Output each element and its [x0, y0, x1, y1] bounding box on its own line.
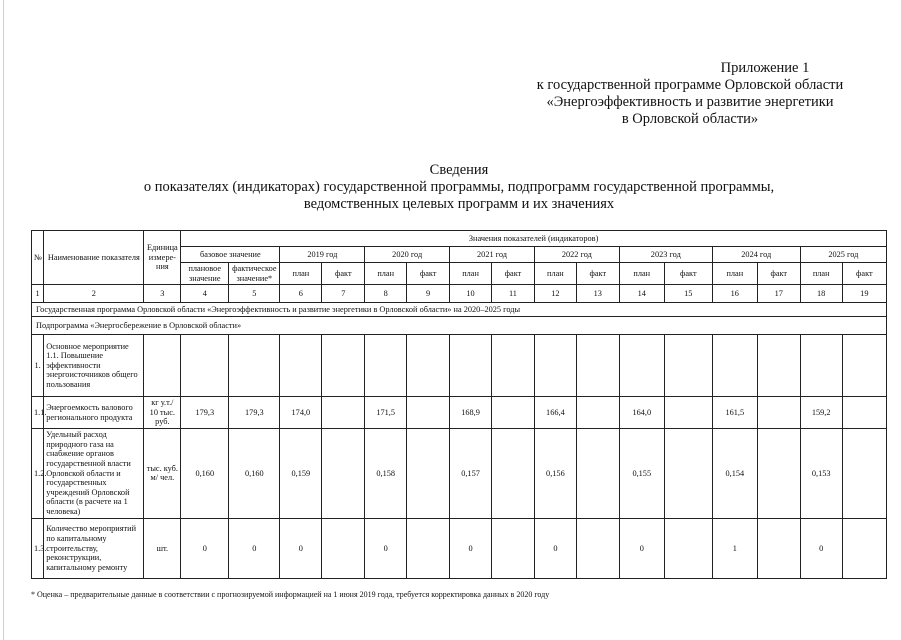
- column-number: 15: [664, 285, 712, 303]
- row-value: [757, 428, 800, 518]
- heading-line: о показателях (индикаторах) государственной программы, подпрограмм государственной программы,: [143, 179, 775, 195]
- heading-line: ведомственных целевых программ и их значениях: [303, 196, 615, 212]
- column-number: 8: [365, 285, 407, 303]
- row-value: [576, 428, 619, 518]
- column-number: 9: [407, 285, 450, 303]
- row-value: 0,160: [181, 428, 229, 518]
- header-fact: факт: [757, 263, 800, 285]
- header-year: 2024 год: [712, 247, 800, 263]
- row-value: [492, 518, 535, 578]
- column-number: 19: [842, 285, 886, 303]
- row-value: 0,155: [619, 428, 664, 518]
- row-value: 179,3: [229, 397, 280, 429]
- row-num: 1.3.: [32, 518, 44, 578]
- row-value: [757, 397, 800, 429]
- row-value: [407, 397, 450, 429]
- row-value: [712, 335, 757, 397]
- row-value: [842, 518, 886, 578]
- row-value: [229, 335, 280, 397]
- program-row: Государственная программа Орловской области «Энергоэффективность и развитие энергетики в Орловской области» на 2020–2025 годы: [32, 303, 887, 317]
- row-value: 0,156: [534, 428, 576, 518]
- header-fact: факт: [664, 263, 712, 285]
- header-plan: план: [712, 263, 757, 285]
- row-unit: кг у.т./ 10 тыс. руб.: [144, 397, 181, 429]
- row-value: [619, 335, 664, 397]
- column-number: 16: [712, 285, 757, 303]
- column-number: 18: [800, 285, 842, 303]
- header-year: 2020 год: [365, 247, 450, 263]
- appendix-line: к государственной программе Орловской области: [536, 77, 844, 93]
- row-value: [664, 518, 712, 578]
- row-unit: [144, 335, 181, 397]
- row-value: 0: [450, 518, 492, 578]
- row-name: Удельный расход природного газа на снабжение органов государственной власти Орловской области и государственных учреждений Орловской области (в расчете на 1 человека): [44, 428, 144, 518]
- row-value: [842, 428, 886, 518]
- row-value: 0: [365, 518, 407, 578]
- row-value: [576, 335, 619, 397]
- row-value: [322, 428, 365, 518]
- row-value: [757, 335, 800, 397]
- header-values-group: Значения показателей (индикаторов): [181, 231, 887, 247]
- row-value: [757, 518, 800, 578]
- row-value: [407, 335, 450, 397]
- row-unit: шт.: [144, 518, 181, 578]
- column-number: 14: [619, 285, 664, 303]
- row-value: [492, 397, 535, 429]
- header-fact: факт: [407, 263, 450, 285]
- header-fact: факт: [492, 263, 535, 285]
- column-number: 17: [757, 285, 800, 303]
- indicators-table: [31, 230, 887, 579]
- table-row: [32, 335, 887, 397]
- column-number: 12: [534, 285, 576, 303]
- header-fact: факт: [322, 263, 365, 285]
- header-plan: план: [534, 263, 576, 285]
- row-value: 174,0: [280, 397, 322, 429]
- row-value: [407, 518, 450, 578]
- row-value: [450, 335, 492, 397]
- column-numbers-row: [32, 285, 887, 303]
- row-value: 0,154: [712, 428, 757, 518]
- table-row: [32, 428, 887, 518]
- appendix-line: «Энергоэффективность и развитие энергетики: [546, 94, 834, 110]
- row-value: 166,4: [534, 397, 576, 429]
- row-value: [365, 335, 407, 397]
- column-number: 11: [492, 285, 535, 303]
- header-year: 2023 год: [619, 247, 712, 263]
- header-plan: план: [280, 263, 322, 285]
- row-value: 0,153: [800, 428, 842, 518]
- appendix-title: Приложение 1: [720, 60, 810, 76]
- row-value: [842, 335, 886, 397]
- row-value: [407, 428, 450, 518]
- header-year: 2019 год: [280, 247, 365, 263]
- row-value: [492, 428, 535, 518]
- row-name: Основное мероприятие 1.1. Повышение эффективности энергоисточников общего пользования: [44, 335, 144, 397]
- row-value: 0: [800, 518, 842, 578]
- row-value: 1: [712, 518, 757, 578]
- column-number: 10: [450, 285, 492, 303]
- row-value: 0: [229, 518, 280, 578]
- row-value: 168,9: [450, 397, 492, 429]
- row-unit: тыс. куб. м/ чел.: [144, 428, 181, 518]
- row-value: 179,3: [181, 397, 229, 429]
- row-value: [576, 518, 619, 578]
- row-num: 1.2.: [32, 428, 44, 518]
- row-num: 1.1.: [32, 397, 44, 429]
- row-value: [181, 335, 229, 397]
- row-value: [322, 518, 365, 578]
- column-number: 2: [44, 285, 144, 303]
- footnote: * Оценка – предварительные данные в соответствии с прогнозируемой информацией на 1 июня 2019 года, требуется корректировка данных в 2020 году: [31, 590, 550, 599]
- header-num: №: [32, 231, 44, 285]
- column-number: 13: [576, 285, 619, 303]
- column-number: 3: [144, 285, 181, 303]
- table-row: [32, 518, 887, 578]
- row-value: [842, 397, 886, 429]
- column-number: 1: [32, 285, 44, 303]
- row-value: [664, 428, 712, 518]
- row-value: [664, 335, 712, 397]
- row-name: Количество мероприятий по капитальному строительству, реконструкции, капитальному ремонту: [44, 518, 144, 578]
- row-value: [322, 397, 365, 429]
- header-base: базовое значение: [181, 247, 280, 263]
- appendix-block: [480, 60, 900, 128]
- row-value: [280, 335, 322, 397]
- header-plan: план: [619, 263, 664, 285]
- subprogram-row: Подпрограмма «Энергосбережение в Орловской области»: [32, 317, 887, 335]
- row-value: 0,160: [229, 428, 280, 518]
- row-value: 0: [619, 518, 664, 578]
- row-value: 0,157: [450, 428, 492, 518]
- header-base-plan: плановое значение: [181, 263, 229, 285]
- document-heading: [30, 162, 888, 213]
- row-value: 0,159: [280, 428, 322, 518]
- heading-title: Сведения: [429, 162, 489, 178]
- header-name: Наименование показателя: [44, 231, 144, 285]
- column-number: 7: [322, 285, 365, 303]
- header-plan: план: [800, 263, 842, 285]
- row-value: [534, 335, 576, 397]
- header-plan: план: [365, 263, 407, 285]
- column-number: 6: [280, 285, 322, 303]
- row-value: 0: [181, 518, 229, 578]
- row-value: 159,2: [800, 397, 842, 429]
- row-value: [576, 397, 619, 429]
- row-value: [800, 335, 842, 397]
- row-value: 171,5: [365, 397, 407, 429]
- row-value: 164,0: [619, 397, 664, 429]
- header-fact: факт: [842, 263, 886, 285]
- column-number: 5: [229, 285, 280, 303]
- row-value: [664, 397, 712, 429]
- header-base-fact: фактическое значение*: [229, 263, 280, 285]
- row-value: 0,158: [365, 428, 407, 518]
- page-left-edge: [3, 0, 4, 640]
- header-fact: факт: [576, 263, 619, 285]
- row-value: [492, 335, 535, 397]
- row-name: Энергоемкость валового регионального продукта: [44, 397, 144, 429]
- row-value: 161,5: [712, 397, 757, 429]
- header-plan: план: [450, 263, 492, 285]
- row-value: [322, 335, 365, 397]
- header-year: 2025 год: [800, 247, 886, 263]
- appendix-line: в Орловской области»: [621, 111, 759, 127]
- header-unit: Единица измере-ния: [144, 231, 181, 285]
- row-value: 0: [534, 518, 576, 578]
- column-number: 4: [181, 285, 229, 303]
- table-row: [32, 397, 887, 429]
- row-value: 0: [280, 518, 322, 578]
- header-year: 2022 год: [534, 247, 619, 263]
- header-year: 2021 год: [450, 247, 535, 263]
- row-num: 1.: [32, 335, 44, 397]
